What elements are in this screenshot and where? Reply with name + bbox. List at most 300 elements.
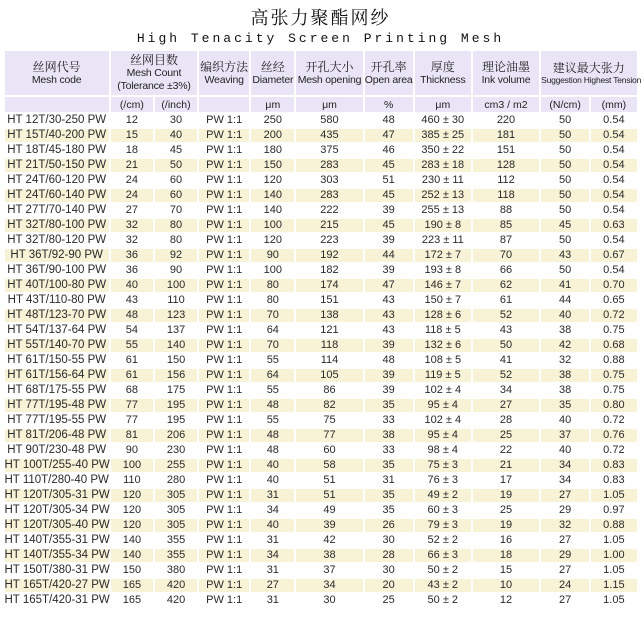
cell-diameter: 55 bbox=[251, 384, 294, 397]
cell-mesh_code: HT 120T/305-31 PW bbox=[4, 489, 110, 501]
cell-diameter: 120 bbox=[251, 174, 294, 187]
cell-tension_mm: 0.88 bbox=[591, 354, 636, 367]
cell-mesh_code: HT 48T/123-70 PW bbox=[5, 309, 109, 322]
cell-mesh_opening: 174 bbox=[296, 279, 362, 292]
cell-diameter: 80 bbox=[251, 294, 294, 307]
table-row bbox=[5, 384, 637, 397]
cell-per_inch: 70 bbox=[155, 204, 197, 217]
cell-open_area: 31 bbox=[365, 474, 413, 487]
table-row bbox=[5, 594, 637, 607]
cell-open_area: 35 bbox=[365, 399, 413, 412]
cell-mesh_opening: 182 bbox=[296, 264, 362, 277]
cell-mesh_opening: 82 bbox=[296, 399, 362, 412]
cell-ink_volume: 19 bbox=[473, 519, 539, 532]
cell-tension_ncm: 40 bbox=[541, 309, 589, 322]
cell-ink_volume: 66 bbox=[473, 264, 539, 277]
cell-thickness: 252 ± 13 bbox=[415, 189, 471, 202]
cell-thickness: 190 ± 8 bbox=[415, 219, 471, 232]
cell-open_area: 25 bbox=[365, 594, 413, 607]
cell-per_inch: 230 bbox=[155, 444, 197, 457]
cell-open_area: 43 bbox=[365, 309, 413, 322]
cell-ink_volume: 25 bbox=[473, 504, 539, 517]
cell-tension_ncm: 45 bbox=[541, 219, 589, 232]
unit-per-inch: (/inch) bbox=[155, 97, 197, 112]
cell-weaving: PW 1:1 bbox=[199, 564, 249, 577]
cell-per_cm: 68 bbox=[111, 384, 153, 397]
cell-per_inch: 40 bbox=[155, 129, 197, 142]
cell-ink_volume: 21 bbox=[473, 459, 539, 472]
cell-weaving: PW 1:1 bbox=[199, 354, 249, 367]
cell-ink_volume: 27 bbox=[473, 399, 539, 412]
cell-per_cm: 32 bbox=[111, 219, 153, 232]
cell-open_area: 33 bbox=[365, 414, 413, 427]
unit-diameter: μm bbox=[251, 97, 294, 112]
table-row bbox=[5, 564, 637, 577]
cell-mesh_opening: 42 bbox=[296, 534, 362, 547]
cell-mesh_opening: 114 bbox=[296, 354, 362, 367]
cell-mesh_opening: 86 bbox=[296, 384, 362, 397]
cell-weaving: PW 1:1 bbox=[199, 204, 249, 217]
cell-ink_volume: 50 bbox=[473, 339, 539, 352]
cell-thickness: 52 ± 2 bbox=[415, 534, 471, 547]
cell-thickness: 255 ± 13 bbox=[415, 204, 471, 217]
cell-mesh_opening: 58 bbox=[296, 459, 362, 472]
cell-per_cm: 90 bbox=[111, 444, 153, 457]
cell-tension_mm: 0.72 bbox=[591, 414, 636, 427]
cell-open_area: 30 bbox=[365, 564, 413, 577]
table-row bbox=[5, 399, 637, 412]
cell-per_inch: 355 bbox=[155, 549, 197, 562]
cell-thickness: 385 ± 25 bbox=[415, 129, 471, 142]
unit-tension-ncm: (N/cm) bbox=[541, 97, 589, 112]
cell-weaving: PW 1:1 bbox=[199, 174, 249, 187]
cell-weaving: PW 1:1 bbox=[199, 324, 249, 337]
cell-open_area: 45 bbox=[365, 189, 413, 202]
cell-diameter: 55 bbox=[251, 354, 294, 367]
cell-per_cm: 61 bbox=[111, 354, 153, 367]
cell-weaving: PW 1:1 bbox=[199, 444, 249, 457]
cell-weaving: PW 1:1 bbox=[199, 234, 249, 247]
cell-thickness: 132 ± 6 bbox=[415, 339, 471, 352]
cell-tension_mm: 0.54 bbox=[591, 159, 636, 172]
cell-per_inch: 80 bbox=[155, 234, 197, 247]
cell-tension_ncm: 50 bbox=[541, 189, 589, 202]
table-row bbox=[5, 489, 637, 502]
cell-open_area: 47 bbox=[365, 129, 413, 142]
cell-tension_mm: 0.75 bbox=[591, 369, 636, 382]
cell-tension_mm: 0.65 bbox=[591, 294, 636, 307]
cell-mesh_opening: 215 bbox=[296, 219, 362, 232]
cell-per_cm: 100 bbox=[111, 459, 153, 472]
cell-tension_ncm: 38 bbox=[541, 324, 589, 337]
cell-tension_ncm: 42 bbox=[541, 339, 589, 352]
cell-weaving: PW 1:1 bbox=[199, 489, 249, 502]
cell-per_inch: 206 bbox=[155, 429, 197, 442]
cell-thickness: 283 ± 18 bbox=[415, 159, 471, 172]
cell-weaving: PW 1:1 bbox=[199, 504, 249, 517]
cell-tension_ncm: 50 bbox=[541, 234, 589, 247]
cell-weaving: PW 1:1 bbox=[199, 399, 249, 412]
table-row bbox=[5, 444, 637, 457]
table-row bbox=[5, 234, 637, 247]
cell-diameter: 31 bbox=[251, 489, 294, 502]
cell-mesh_opening: 49 bbox=[296, 504, 362, 517]
cell-mesh_opening: 118 bbox=[296, 339, 362, 352]
cell-tension_ncm: 40 bbox=[541, 444, 589, 457]
cell-diameter: 48 bbox=[251, 399, 294, 412]
cell-mesh_code: HT 40T/100-80 PW bbox=[5, 279, 109, 292]
cell-per_inch: 100 bbox=[155, 279, 197, 292]
cell-mesh_opening: 105 bbox=[296, 369, 362, 382]
cell-per_cm: 110 bbox=[111, 474, 153, 487]
cell-mesh_code: HT 120T/305-34 PW bbox=[4, 504, 110, 516]
cell-tension_mm: 0.67 bbox=[591, 249, 636, 262]
table-row bbox=[5, 219, 637, 232]
cell-tension_ncm: 27 bbox=[541, 564, 589, 577]
cell-per_inch: 195 bbox=[155, 414, 197, 427]
cell-weaving: PW 1:1 bbox=[199, 294, 249, 307]
cell-tension_mm: 0.54 bbox=[591, 204, 636, 217]
cell-weaving: PW 1:1 bbox=[199, 384, 249, 397]
table-row bbox=[5, 309, 637, 322]
cell-diameter: 31 bbox=[251, 534, 294, 547]
cell-tension_mm: 0.83 bbox=[591, 474, 636, 487]
cell-per_cm: 48 bbox=[111, 309, 153, 322]
cell-weaving: PW 1:1 bbox=[199, 144, 249, 157]
cell-ink_volume: 18 bbox=[473, 549, 539, 562]
cell-mesh_opening: 151 bbox=[296, 294, 362, 307]
cell-tension_mm: 1.05 bbox=[591, 534, 636, 547]
cell-mesh_opening: 222 bbox=[296, 204, 362, 217]
table-row bbox=[5, 294, 637, 307]
cell-mesh_opening: 192 bbox=[296, 249, 362, 262]
cell-weaving: PW 1:1 bbox=[199, 429, 249, 442]
cell-tension_mm: 1.05 bbox=[591, 489, 636, 502]
cell-mesh_code: HT 100T/255-40 PW bbox=[4, 459, 110, 471]
header-row-main bbox=[5, 51, 637, 95]
table-row bbox=[5, 324, 637, 337]
cell-diameter: 100 bbox=[251, 219, 294, 232]
cell-ink_volume: 61 bbox=[473, 294, 539, 307]
cell-mesh_code: HT 43T/110-80 PW bbox=[5, 294, 109, 307]
cell-per_cm: 55 bbox=[111, 339, 153, 352]
cell-diameter: 34 bbox=[251, 504, 294, 517]
cell-diameter: 31 bbox=[251, 594, 294, 607]
cell-mesh_opening: 435 bbox=[296, 129, 362, 142]
cell-per_cm: 43 bbox=[111, 294, 153, 307]
cell-per_inch: 123 bbox=[155, 309, 197, 322]
cell-weaving: PW 1:1 bbox=[199, 159, 249, 172]
table-row bbox=[5, 519, 637, 532]
cell-tension_ncm: 40 bbox=[541, 414, 589, 427]
cell-thickness: 146 ± 7 bbox=[415, 279, 471, 292]
cell-ink_volume: 22 bbox=[473, 444, 539, 457]
cell-mesh_code: HT 21T/50-150 PW bbox=[5, 159, 109, 172]
cell-thickness: 350 ± 22 bbox=[415, 144, 471, 157]
col-header-diameter: 丝经 Diameter bbox=[251, 51, 294, 95]
cell-diameter: 120 bbox=[251, 234, 294, 247]
cell-ink_volume: 112 bbox=[473, 174, 539, 187]
cell-diameter: 200 bbox=[251, 129, 294, 142]
cell-open_area: 48 bbox=[365, 354, 413, 367]
cell-tension_ncm: 34 bbox=[541, 474, 589, 487]
cell-mesh_code: HT 90T/230-48 PW bbox=[5, 444, 109, 457]
cell-tension_ncm: 34 bbox=[541, 459, 589, 472]
cell-per_inch: 195 bbox=[155, 399, 197, 412]
cell-ink_volume: 15 bbox=[473, 564, 539, 577]
cell-mesh_code: HT 165T/420-27 PW bbox=[4, 579, 110, 591]
cell-per_cm: 40 bbox=[111, 279, 153, 292]
cell-thickness: 193 ± 8 bbox=[415, 264, 471, 277]
cell-ink_volume: 220 bbox=[473, 114, 539, 127]
table-row bbox=[5, 159, 637, 172]
cell-per_cm: 165 bbox=[111, 579, 153, 592]
table-row bbox=[5, 189, 637, 202]
cell-per_inch: 110 bbox=[155, 294, 197, 307]
cell-open_area: 20 bbox=[365, 579, 413, 592]
cell-mesh_code: HT 110T/280-40 PW bbox=[4, 474, 109, 486]
cell-tension_ncm: 50 bbox=[541, 204, 589, 217]
cell-tension_mm: 1.00 bbox=[591, 549, 636, 562]
cell-weaving: PW 1:1 bbox=[199, 474, 249, 487]
cell-open_area: 39 bbox=[365, 339, 413, 352]
cell-ink_volume: 151 bbox=[473, 144, 539, 157]
cell-mesh_opening: 580 bbox=[296, 114, 362, 127]
cell-ink_volume: 16 bbox=[473, 534, 539, 547]
table-row bbox=[5, 474, 637, 487]
cell-per_inch: 305 bbox=[155, 519, 197, 532]
cell-open_area: 46 bbox=[365, 144, 413, 157]
cell-diameter: 34 bbox=[251, 549, 294, 562]
cell-weaving: PW 1:1 bbox=[199, 414, 249, 427]
cell-mesh_code: HT 165T/420-31 PW bbox=[4, 594, 110, 606]
cell-tension_mm: 0.72 bbox=[591, 309, 636, 322]
col-header-tension: 建议最大张力 Suggestion Highest Tension bbox=[541, 51, 636, 95]
cell-tension_ncm: 43 bbox=[541, 249, 589, 262]
cell-open_area: 43 bbox=[365, 324, 413, 337]
cell-thickness: 50 ± 2 bbox=[415, 594, 471, 607]
cell-per_inch: 420 bbox=[155, 594, 197, 607]
table-row bbox=[5, 279, 637, 292]
cell-mesh_code: HT 36T/90-100 PW bbox=[5, 264, 109, 277]
cell-diameter: 250 bbox=[251, 114, 294, 127]
cell-per_inch: 280 bbox=[155, 474, 197, 487]
cell-weaving: PW 1:1 bbox=[199, 369, 249, 382]
unit-ink-volume: cm3 / m2 bbox=[473, 97, 539, 112]
cell-open_area: 47 bbox=[365, 279, 413, 292]
cell-per_inch: 420 bbox=[155, 579, 197, 592]
cell-mesh_opening: 283 bbox=[296, 189, 362, 202]
cell-mesh_code: HT 24T/60-120 PW bbox=[5, 174, 109, 187]
cell-per_cm: 54 bbox=[111, 324, 153, 337]
table-row bbox=[5, 504, 637, 517]
cell-open_area: 45 bbox=[365, 219, 413, 232]
cell-tension_mm: 0.83 bbox=[591, 459, 636, 472]
cell-per_cm: 12 bbox=[111, 114, 153, 127]
cell-ink_volume: 34 bbox=[473, 384, 539, 397]
cell-thickness: 102 ± 4 bbox=[415, 414, 471, 427]
cell-thickness: 230 ± 11 bbox=[415, 174, 471, 187]
cell-open_area: 35 bbox=[365, 504, 413, 517]
unit-tension-mm: (mm) bbox=[591, 97, 636, 112]
cell-mesh_code: HT 12T/30-250 PW bbox=[5, 114, 109, 127]
cell-per_inch: 175 bbox=[155, 384, 197, 397]
cell-weaving: PW 1:1 bbox=[199, 579, 249, 592]
cell-tension_mm: 0.54 bbox=[591, 174, 636, 187]
cell-thickness: 49 ± 2 bbox=[415, 489, 471, 502]
cell-diameter: 31 bbox=[251, 564, 294, 577]
cell-mesh_code: HT 27T/70-140 PW bbox=[5, 204, 109, 217]
cell-diameter: 40 bbox=[251, 519, 294, 532]
cell-open_area: 26 bbox=[365, 519, 413, 532]
table-row bbox=[5, 414, 637, 427]
cell-per_cm: 32 bbox=[111, 234, 153, 247]
cell-weaving: PW 1:1 bbox=[199, 594, 249, 607]
cell-mesh_opening: 30 bbox=[296, 594, 362, 607]
cell-mesh_opening: 38 bbox=[296, 549, 362, 562]
cell-tension_mm: 0.54 bbox=[591, 114, 636, 127]
cell-mesh_code: HT 54T/137-64 PW bbox=[5, 324, 109, 337]
cell-mesh_code: HT 61T/156-64 PW bbox=[5, 369, 109, 382]
cell-diameter: 64 bbox=[251, 369, 294, 382]
mesh-spec-table bbox=[3, 49, 639, 609]
table-row bbox=[5, 534, 637, 547]
cell-mesh_code: HT 32T/80-120 PW bbox=[5, 234, 109, 247]
cell-per_inch: 156 bbox=[155, 369, 197, 382]
cell-open_area: 51 bbox=[365, 174, 413, 187]
cell-mesh_opening: 223 bbox=[296, 234, 362, 247]
unit-thickness: μm bbox=[415, 97, 471, 112]
cell-diameter: 100 bbox=[251, 264, 294, 277]
cell-per_inch: 60 bbox=[155, 174, 197, 187]
cell-tension_ncm: 50 bbox=[541, 144, 589, 157]
cell-weaving: PW 1:1 bbox=[199, 129, 249, 142]
cell-tension_mm: 1.15 bbox=[591, 579, 636, 592]
table-row bbox=[5, 459, 637, 472]
cell-open_area: 33 bbox=[365, 444, 413, 457]
cell-tension_mm: 0.54 bbox=[591, 189, 636, 202]
table-row bbox=[5, 204, 637, 217]
cell-ink_volume: 87 bbox=[473, 234, 539, 247]
header-row-units bbox=[5, 97, 637, 112]
cell-ink_volume: 128 bbox=[473, 159, 539, 172]
cell-per_inch: 140 bbox=[155, 339, 197, 352]
cell-diameter: 180 bbox=[251, 144, 294, 157]
cell-thickness: 223 ± 11 bbox=[415, 234, 471, 247]
cell-diameter: 80 bbox=[251, 279, 294, 292]
cell-weaving: PW 1:1 bbox=[199, 339, 249, 352]
cell-per_inch: 45 bbox=[155, 144, 197, 157]
cell-tension_ncm: 32 bbox=[541, 519, 589, 532]
cell-tension_mm: 1.05 bbox=[591, 594, 636, 607]
cell-tension_ncm: 27 bbox=[541, 594, 589, 607]
cell-ink_volume: 12 bbox=[473, 594, 539, 607]
cell-per_cm: 21 bbox=[111, 159, 153, 172]
cell-tension_mm: 0.75 bbox=[591, 384, 636, 397]
cell-per_cm: 27 bbox=[111, 204, 153, 217]
cell-diameter: 48 bbox=[251, 444, 294, 457]
cell-weaving: PW 1:1 bbox=[199, 114, 249, 127]
cell-weaving: PW 1:1 bbox=[199, 549, 249, 562]
cell-mesh_code: HT 140T/355-34 PW bbox=[4, 549, 110, 561]
cell-open_area: 39 bbox=[365, 264, 413, 277]
cell-tension_ncm: 29 bbox=[541, 504, 589, 517]
cell-mesh_opening: 283 bbox=[296, 159, 362, 172]
cell-per_cm: 120 bbox=[111, 519, 153, 532]
cell-per_inch: 305 bbox=[155, 489, 197, 502]
cell-thickness: 98 ± 4 bbox=[415, 444, 471, 457]
cell-open_area: 44 bbox=[365, 249, 413, 262]
cell-open_area: 35 bbox=[365, 489, 413, 502]
table-row bbox=[5, 264, 637, 277]
unit-per-cm: (/cm) bbox=[111, 97, 153, 112]
cell-diameter: 70 bbox=[251, 339, 294, 352]
cell-thickness: 79 ± 3 bbox=[415, 519, 471, 532]
cell-mesh_code: HT 24T/60-140 PW bbox=[5, 189, 109, 202]
cell-open_area: 28 bbox=[365, 549, 413, 562]
cell-per_cm: 81 bbox=[111, 429, 153, 442]
unit-mesh-opening: μm bbox=[296, 97, 362, 112]
cell-tension_ncm: 38 bbox=[541, 384, 589, 397]
cell-ink_volume: 52 bbox=[473, 309, 539, 322]
cell-mesh_code: HT 36T/92-90 PW bbox=[5, 249, 109, 262]
cell-thickness: 150 ± 7 bbox=[415, 294, 471, 307]
col-header-ink-volume: 理论油墨 Ink volume bbox=[473, 51, 539, 95]
cell-thickness: 460 ± 30 bbox=[415, 114, 471, 127]
table-body bbox=[5, 114, 637, 607]
cell-tension_mm: 0.54 bbox=[591, 234, 636, 247]
cell-thickness: 66 ± 3 bbox=[415, 549, 471, 562]
cell-mesh_code: HT 77T/195-55 PW bbox=[5, 414, 109, 427]
table-row bbox=[5, 114, 637, 127]
cell-thickness: 119 ± 5 bbox=[415, 369, 471, 382]
unit-open-area: % bbox=[365, 97, 413, 112]
cell-per_inch: 60 bbox=[155, 189, 197, 202]
cell-per_inch: 380 bbox=[155, 564, 197, 577]
cell-per_inch: 150 bbox=[155, 354, 197, 367]
cell-diameter: 150 bbox=[251, 159, 294, 172]
cell-open_area: 48 bbox=[365, 114, 413, 127]
cell-open_area: 39 bbox=[365, 204, 413, 217]
cell-ink_volume: 10 bbox=[473, 579, 539, 592]
table-row bbox=[5, 339, 637, 352]
cell-mesh_code: HT 55T/140-70 PW bbox=[5, 339, 109, 352]
cell-thickness: 128 ± 6 bbox=[415, 309, 471, 322]
cell-tension_ncm: 50 bbox=[541, 114, 589, 127]
cell-diameter: 64 bbox=[251, 324, 294, 337]
cell-open_area: 45 bbox=[365, 159, 413, 172]
cell-weaving: PW 1:1 bbox=[199, 519, 249, 532]
cell-per_inch: 137 bbox=[155, 324, 197, 337]
cell-diameter: 40 bbox=[251, 459, 294, 472]
cell-open_area: 43 bbox=[365, 294, 413, 307]
cell-per_cm: 24 bbox=[111, 174, 153, 187]
cell-mesh_opening: 75 bbox=[296, 414, 362, 427]
cell-per_cm: 77 bbox=[111, 414, 153, 427]
cell-ink_volume: 25 bbox=[473, 429, 539, 442]
cell-per_cm: 36 bbox=[111, 249, 153, 262]
cell-tension_ncm: 38 bbox=[541, 369, 589, 382]
cell-weaving: PW 1:1 bbox=[199, 189, 249, 202]
cell-per_inch: 305 bbox=[155, 504, 197, 517]
cell-diameter: 40 bbox=[251, 474, 294, 487]
cell-per_inch: 50 bbox=[155, 159, 197, 172]
cell-thickness: 118 ± 5 bbox=[415, 324, 471, 337]
cell-mesh_opening: 34 bbox=[296, 579, 362, 592]
table-row bbox=[5, 429, 637, 442]
cell-tension_ncm: 50 bbox=[541, 174, 589, 187]
cell-thickness: 43 ± 2 bbox=[415, 579, 471, 592]
